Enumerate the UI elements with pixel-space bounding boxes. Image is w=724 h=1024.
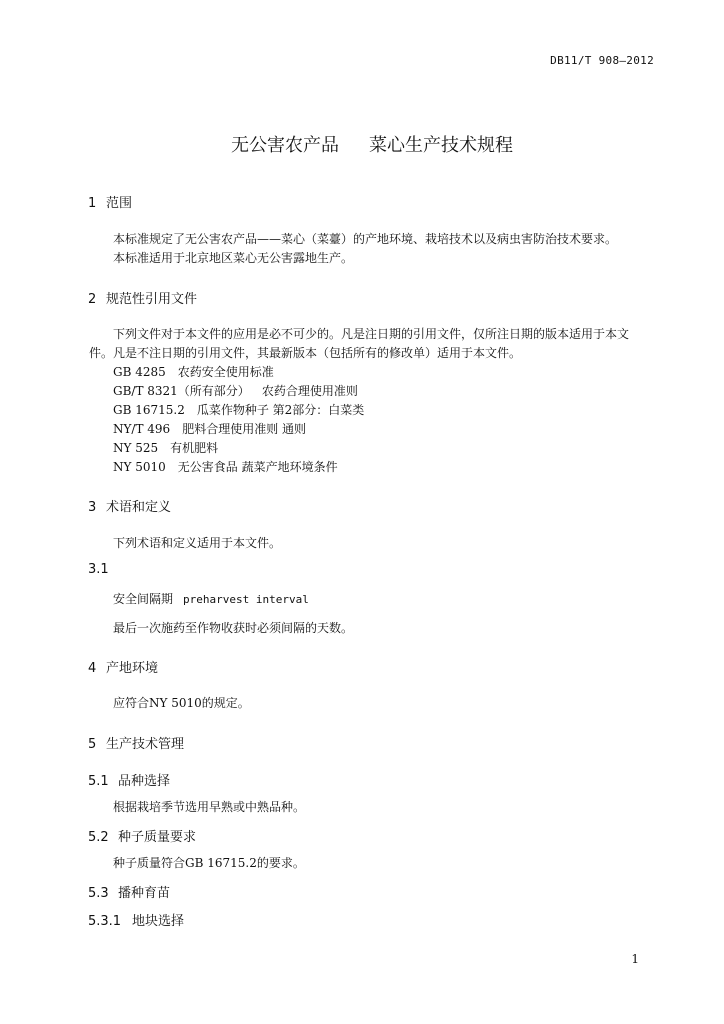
title-part-1: 无公害农产品 — [231, 135, 339, 156]
reference-title: 无公害食品 蔬菜产地环境条件 — [177, 460, 338, 474]
reference-item — [113, 458, 338, 475]
subsection-5-3-1-heading — [88, 910, 184, 929]
environment-text: 应符合NY 5010的规定。 — [113, 696, 250, 710]
subsection-title: 品种选择 — [118, 774, 171, 789]
scope-paragraph-2: 本标准适用于北京地区菜心无公害露地生产。 — [113, 251, 354, 265]
reference-item — [113, 363, 274, 380]
section-title: 生产技术管理 — [106, 737, 185, 752]
term-definition: 最后一次施药至作物收获时必须间隔的天数。 — [113, 621, 354, 635]
term-chinese: 安全间隔期 — [113, 592, 174, 606]
subsection-number: 5.3 — [88, 886, 109, 901]
reference-item — [113, 382, 358, 399]
term-english: preharvest interval — [183, 593, 309, 606]
subsection-title: 种子质量要求 — [118, 830, 197, 845]
reference-code: NY 525 — [113, 441, 159, 455]
subsection-5-3-heading — [88, 882, 170, 901]
subsection-5-2-heading — [88, 826, 196, 845]
section-number: 5 — [88, 737, 97, 752]
scope-paragraph-1: 本标准规定了无公害农产品——菜心（菜薹）的产地环境、栽培技术以及病虫害防治技术要求。 — [113, 232, 618, 246]
section-2-heading — [88, 288, 197, 307]
standard-number: DB11/T 908—2012 — [550, 54, 654, 67]
variety-selection-text: 根据栽培季节选用早熟或中熟品种。 — [113, 800, 306, 814]
section-title: 范围 — [106, 196, 133, 211]
section-number: 4 — [88, 661, 97, 676]
subsection-number: 5.3.1 — [88, 914, 122, 929]
reference-title: 农药安全使用标准 — [177, 365, 274, 379]
term-entry — [113, 590, 309, 607]
seed-quality-text: 种子质量符合GB 16715.2的要求。 — [113, 856, 305, 870]
document-title — [0, 131, 724, 157]
section-4-heading — [88, 657, 158, 676]
section-number: 3 — [88, 500, 97, 515]
section-number: 2 — [88, 292, 97, 307]
reference-item — [113, 439, 218, 456]
reference-title: 瓜菜作物种子 第2部分：白菜类 — [196, 403, 365, 417]
section-number: 1 — [88, 196, 97, 211]
section-5-heading — [88, 733, 184, 752]
subsection-3-1-number: 3.1 — [88, 562, 109, 577]
section-1-heading — [88, 192, 132, 211]
reference-title: 肥料合理使用准则 通则 — [182, 422, 307, 436]
subsection-title: 播种育苗 — [118, 886, 171, 901]
section-3-heading — [88, 496, 171, 515]
reference-code: NY 5010 — [113, 460, 166, 474]
reference-code: GB/T 8321（所有部分） — [113, 384, 250, 398]
subsection-number: 5.1 — [88, 774, 109, 789]
terms-intro: 下列术语和定义适用于本文件。 — [113, 536, 282, 550]
section-title: 规范性引用文件 — [106, 292, 198, 307]
subsection-5-1-heading — [88, 770, 170, 789]
reference-title: 有机肥料 — [170, 441, 219, 455]
reference-code: NY/T 496 — [113, 422, 171, 436]
references-intro-line-2: 件。凡是不注日期的引用文件，其最新版本（包括所有的修改单）适用于本文件。 — [89, 346, 522, 360]
title-part-2: 菜心生产技术规程 — [369, 135, 513, 156]
section-title: 术语和定义 — [106, 500, 172, 515]
subsection-title: 地块选择 — [132, 914, 185, 929]
reference-item — [113, 401, 364, 418]
section-title: 产地环境 — [106, 661, 159, 676]
references-intro-line-1: 下列文件对于本文件的应用是必不可少的。凡是注日期的引用文件，仅所注日期的版本适用于本文 — [113, 327, 630, 341]
page-number: 1 — [631, 952, 639, 966]
reference-item — [113, 420, 306, 437]
reference-code: GB 16715.2 — [113, 403, 185, 417]
reference-title: 农药合理使用准则 — [261, 384, 358, 398]
subsection-number: 5.2 — [88, 830, 109, 845]
reference-code: GB 4285 — [113, 365, 166, 379]
